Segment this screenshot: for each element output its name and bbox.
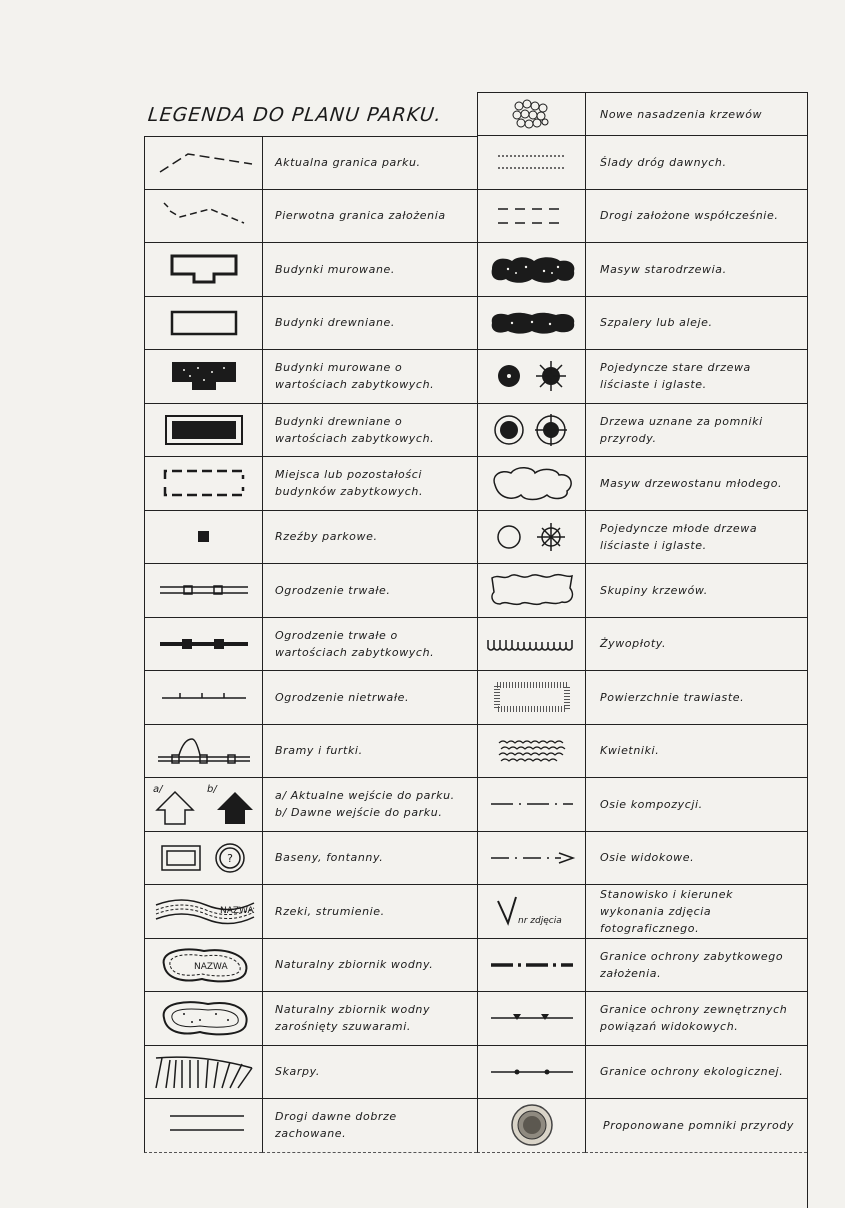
gate-icon — [156, 733, 252, 769]
alley-icon — [486, 308, 578, 338]
legend-symbol — [144, 992, 262, 1046]
legend-label: Naturalny zbiornik wodny zarośnięty szuwarami. — [262, 992, 477, 1046]
current-boundary-icon — [154, 146, 254, 180]
legend-symbol — [477, 1099, 585, 1153]
legend-label: Bramy i furtki. — [262, 725, 477, 779]
legend-symbol — [477, 92, 585, 136]
legend-label: Masyw drzewostanu młodego. — [585, 457, 807, 511]
legend-table — [144, 92, 808, 1208]
historic-fence-icon — [158, 632, 250, 656]
legend-symbol — [144, 297, 262, 351]
building-remains-icon — [159, 465, 249, 501]
legend-label: Żywopłoty. — [585, 618, 807, 672]
young-stand-icon — [487, 463, 577, 503]
header-spacer — [262, 92, 477, 136]
photo-point-icon — [492, 893, 582, 929]
old-stand-icon — [486, 251, 578, 287]
eco-protection-icon — [487, 1062, 577, 1082]
wooden-building-icon — [164, 308, 244, 338]
legend-label: Drzewa uznane za pomniki przyrody. — [585, 404, 807, 458]
composition-axis-icon — [487, 794, 577, 814]
photo-number-label: nr zdjęcia — [518, 916, 562, 927]
legend-symbol — [144, 136, 262, 190]
legend-symbol — [144, 243, 262, 297]
legend-label: Osie widokowe. — [585, 832, 807, 886]
legend-label: Drogi dawne dobrze zachowane. — [262, 1099, 477, 1153]
legend-label: Ogrodzenie trwałe. — [262, 564, 477, 618]
legend-label: Baseny, fontanny. — [262, 832, 477, 886]
pond-name-label: NAZWA — [193, 961, 228, 972]
pond-icon — [154, 943, 254, 987]
legend-label: a/ Aktualne wejście do parku. b/ Dawne wejście do parku. — [262, 778, 477, 832]
entrance-label-b: b/ — [206, 784, 217, 796]
legend-label: Granice ochrony zabytkowego założenia. — [585, 939, 807, 993]
legend-symbol — [477, 778, 585, 832]
new-shrubs-icon — [507, 96, 557, 132]
original-boundary-icon — [154, 199, 254, 233]
hedge-icon — [484, 632, 580, 656]
old-roads-icon — [154, 1108, 254, 1142]
legend-label: Granice ochrony ekologicznej. — [585, 1046, 807, 1100]
legend-symbol — [477, 725, 585, 779]
page-title: LEGENDA DO PLANU PARKU. — [146, 104, 443, 126]
legend-symbol — [144, 457, 262, 511]
legend-symbol — [477, 939, 585, 993]
legend-label: Pierwotna granica założenia — [262, 190, 477, 244]
legend-symbol — [144, 725, 262, 779]
legend-label: Ogrodzenie trwałe o wartościach zabytkowych. — [262, 618, 477, 672]
legend-symbol — [477, 136, 585, 190]
young-trees-icon — [487, 519, 577, 555]
legend-label: Rzeźby parkowe. — [262, 511, 477, 565]
river-icon — [152, 891, 256, 931]
view-protection-icon — [487, 1008, 577, 1028]
sculpture-icon — [194, 527, 214, 547]
legend-label: Drogi założone współcześnie. — [585, 190, 807, 244]
legend-label: Naturalny zbiornik wodny. — [262, 939, 477, 993]
pool-fountain-icon — [156, 840, 252, 876]
entrance-label-a: a/ — [152, 784, 162, 796]
legend-label: Skarpy. — [262, 1046, 477, 1100]
legend-label: Skupiny krzewów. — [585, 564, 807, 618]
historic-wooden-building-icon — [162, 412, 246, 448]
legend-symbol — [144, 190, 262, 244]
legend-symbol — [144, 939, 262, 993]
monument-trees-icon — [487, 410, 577, 450]
legend-symbol — [144, 618, 262, 672]
permanent-fence-icon — [158, 578, 250, 602]
legend-label: Rzeki, strumienie. — [262, 885, 477, 939]
legend-symbol — [477, 350, 585, 404]
svg-text:?: ? — [226, 851, 233, 865]
legend-label: Masyw starodrzewia. — [585, 243, 807, 297]
legend-symbol — [477, 992, 585, 1046]
legend-label: Powierzchnie trawiaste. — [585, 671, 807, 725]
legend-symbol — [144, 564, 262, 618]
flowerbed-icon — [495, 735, 569, 767]
header-spacer — [144, 92, 262, 136]
proposed-monument-icon — [508, 1101, 556, 1149]
legend-label: Budynki murowane. — [262, 243, 477, 297]
legend-symbol — [477, 297, 585, 351]
legend-symbol — [144, 671, 262, 725]
legend-symbol — [477, 564, 585, 618]
legend-symbol — [477, 190, 585, 244]
legend-label: Stanowisko i kierunek wykonania zdjęcia fotograficznego. — [585, 885, 807, 939]
legend-symbol — [144, 832, 262, 886]
legend-symbol — [144, 778, 262, 832]
overgrown-pond-icon — [154, 996, 254, 1040]
lawn-icon — [493, 681, 571, 713]
legend-symbol — [477, 832, 585, 886]
legend-symbol — [477, 671, 585, 725]
shrub-groups-icon — [486, 570, 578, 610]
legend-symbol — [477, 457, 585, 511]
legend-label: Ogrodzenie nietrwałe. — [262, 671, 477, 725]
old-trees-icon — [487, 358, 577, 394]
legend-label: Miejsca lub pozostałości budynków zabytkowych. — [262, 457, 477, 511]
legend-symbol — [477, 618, 585, 672]
legend-label: Proponowane pomniki przyrody — [585, 1099, 807, 1153]
historic-brick-building-icon — [164, 358, 244, 394]
legend-symbol — [144, 350, 262, 404]
legend-label: Aktualna granica parku. — [262, 136, 477, 190]
legend-symbol — [477, 404, 585, 458]
legend-symbol — [144, 404, 262, 458]
legend-label: Pojedyncze stare drzewa liściaste i iglaste. — [585, 350, 807, 404]
legend-label: Granice ochrony zewnętrznych powiązań widokowych. — [585, 992, 807, 1046]
legend-symbol — [144, 1099, 262, 1153]
legend-symbol — [477, 243, 585, 297]
monument-protection-icon — [487, 955, 577, 975]
entrance-arrows-icon — [149, 780, 259, 828]
legend-label: Budynki drewniane. — [262, 297, 477, 351]
legend-label: Nowe nasadzenia krzewów — [585, 92, 807, 136]
legend-symbol — [144, 511, 262, 565]
legend-label: Budynki murowane o wartościach zabytkowych. — [262, 350, 477, 404]
escarpment-icon — [152, 1052, 256, 1092]
legend-label: Ślady dróg dawnych. — [585, 136, 807, 190]
legend-label: Osie kompozycji. — [585, 778, 807, 832]
legend-symbol — [144, 1046, 262, 1100]
legend-label: Szpalery lub aleje. — [585, 297, 807, 351]
planned-roads-icon — [496, 201, 568, 231]
river-name-label: NAZWA — [219, 906, 254, 917]
brick-building-icon — [164, 252, 244, 286]
legend-symbol — [477, 1046, 585, 1100]
legend-symbol — [477, 885, 585, 939]
view-axis-icon — [487, 848, 577, 868]
legend-symbol — [477, 511, 585, 565]
legend-label: Budynki drewniane o wartościach zabytkowych. — [262, 404, 477, 458]
temporary-fence-icon — [158, 685, 250, 709]
legend-label: Pojedyncze młode drzewa liściaste i iglaste. — [585, 511, 807, 565]
legend-label: Kwietniki. — [585, 725, 807, 779]
old-road-traces-icon — [496, 147, 568, 177]
legend-symbol — [144, 885, 262, 939]
